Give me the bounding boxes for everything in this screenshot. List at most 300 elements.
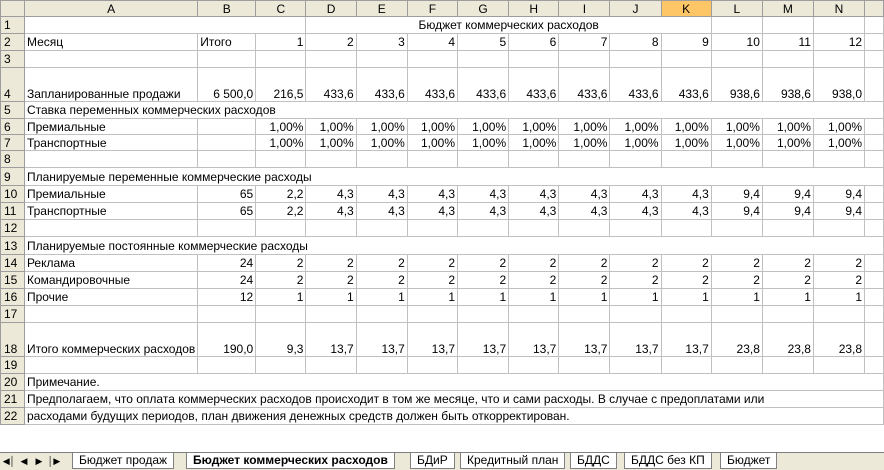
- cell[interactable]: 433,6: [610, 68, 661, 102]
- table-row: [1, 168, 884, 186]
- row-header[interactable]: 20: [1, 374, 25, 391]
- cell[interactable]: [711, 306, 762, 323]
- cell[interactable]: [813, 51, 864, 68]
- cell[interactable]: [762, 151, 813, 168]
- cell[interactable]: 1,00%: [762, 135, 813, 151]
- cell[interactable]: 13,7: [559, 323, 610, 357]
- cell[interactable]: 4,3: [661, 203, 711, 220]
- cell[interactable]: 2: [559, 272, 610, 289]
- cell[interactable]: [865, 357, 884, 374]
- cell[interactable]: [661, 357, 711, 374]
- cell[interactable]: 13,7: [356, 323, 407, 357]
- cell[interactable]: 2: [256, 272, 306, 289]
- cell[interactable]: [509, 220, 559, 237]
- table-row: [1, 391, 884, 408]
- cell[interactable]: 1,00%: [509, 135, 559, 151]
- table-row: [1, 203, 884, 220]
- cell[interactable]: 2: [306, 272, 356, 289]
- cell[interactable]: [711, 17, 762, 34]
- column-header[interactable]: A: [24, 1, 197, 17]
- cell[interactable]: [24, 51, 197, 68]
- cell[interactable]: [559, 357, 610, 374]
- cell[interactable]: [813, 357, 864, 374]
- sheet-tab[interactable]: БДДС без КП: [624, 453, 712, 469]
- cell[interactable]: 1,00%: [458, 119, 509, 135]
- cell[interactable]: 4,3: [306, 203, 356, 220]
- cell[interactable]: [256, 357, 306, 374]
- cell[interactable]: [306, 357, 356, 374]
- sheet-tab[interactable]: Кредитный план: [460, 453, 565, 469]
- cell[interactable]: [458, 151, 509, 168]
- row-header[interactable]: 17: [1, 306, 25, 323]
- cell[interactable]: [865, 151, 884, 168]
- cell[interactable]: 5: [458, 34, 509, 51]
- column-header[interactable]: J: [610, 1, 661, 17]
- column-header[interactable]: M: [762, 1, 813, 17]
- cell[interactable]: [509, 306, 559, 323]
- cell[interactable]: 9,4: [762, 203, 813, 220]
- cell[interactable]: Запланированные продажи: [24, 68, 197, 102]
- cell[interactable]: 2: [711, 272, 762, 289]
- table-row: [1, 306, 884, 323]
- cell[interactable]: 23,8: [762, 323, 813, 357]
- cell[interactable]: [813, 306, 864, 323]
- cell[interactable]: 4,3: [610, 186, 661, 203]
- cell[interactable]: 2: [762, 272, 813, 289]
- row-header[interactable]: 11: [1, 203, 25, 220]
- cell[interactable]: [306, 151, 356, 168]
- table-row: [1, 51, 884, 68]
- cell[interactable]: 938,0: [813, 68, 864, 102]
- cell[interactable]: 1,00%: [407, 135, 457, 151]
- cell[interactable]: [610, 51, 661, 68]
- cell[interactable]: [610, 151, 661, 168]
- cell[interactable]: 433,6: [661, 68, 711, 102]
- row-header[interactable]: 8: [1, 151, 25, 168]
- cell[interactable]: 4,3: [661, 186, 711, 203]
- cell[interactable]: 4,3: [559, 186, 610, 203]
- cell[interactable]: 1: [256, 289, 306, 306]
- cell[interactable]: 433,6: [306, 68, 356, 102]
- cell[interactable]: 10: [711, 34, 762, 51]
- cell[interactable]: 24: [198, 272, 256, 289]
- cell[interactable]: Месяц: [24, 34, 197, 51]
- cell[interactable]: [559, 51, 610, 68]
- row-header[interactable]: 10: [1, 186, 25, 203]
- cell[interactable]: 2: [813, 255, 864, 272]
- cell[interactable]: [865, 119, 884, 135]
- cell[interactable]: 65: [198, 203, 256, 220]
- cell[interactable]: [865, 186, 884, 203]
- sheet-tab[interactable]: БДДС: [570, 453, 617, 469]
- cell[interactable]: 433,6: [509, 68, 559, 102]
- cell[interactable]: 2: [509, 272, 559, 289]
- cell[interactable]: [865, 68, 884, 102]
- cell[interactable]: 9,3: [256, 323, 306, 357]
- cell[interactable]: [610, 357, 661, 374]
- table-row: [1, 102, 884, 119]
- table-row: [1, 135, 884, 151]
- cell[interactable]: [559, 220, 610, 237]
- cell[interactable]: [407, 151, 457, 168]
- sheet-tab[interactable]: Бюджет продаж: [72, 453, 174, 469]
- cell[interactable]: [306, 51, 356, 68]
- cell[interactable]: 4,3: [458, 203, 509, 220]
- cell[interactable]: 24: [198, 255, 256, 272]
- cell[interactable]: [865, 272, 884, 289]
- cell[interactable]: [559, 151, 610, 168]
- cell[interactable]: 13,7: [509, 323, 559, 357]
- next-sheet-icon[interactable]: ▶: [35, 456, 43, 466]
- cell[interactable]: 1: [711, 289, 762, 306]
- cell-text[interactable]: Планируемые переменные коммерческие расходы: [24, 168, 883, 186]
- column-header[interactable]: E: [356, 1, 407, 17]
- cell[interactable]: 2: [509, 255, 559, 272]
- cell[interactable]: 1: [407, 289, 457, 306]
- select-all-corner[interactable]: [1, 1, 25, 17]
- cell[interactable]: 1,00%: [256, 119, 306, 135]
- cell[interactable]: [256, 151, 306, 168]
- cell[interactable]: 1,00%: [559, 135, 610, 151]
- cell[interactable]: 1,00%: [256, 135, 306, 151]
- row-header[interactable]: 19: [1, 357, 25, 374]
- cell[interactable]: 1,00%: [762, 119, 813, 135]
- cell[interactable]: [762, 306, 813, 323]
- column-header[interactable]: B: [198, 1, 256, 17]
- cell[interactable]: 1: [306, 289, 356, 306]
- cell[interactable]: [711, 357, 762, 374]
- cell[interactable]: 6 500,0: [198, 68, 256, 102]
- column-header[interactable]: [865, 1, 884, 17]
- cell[interactable]: 1,00%: [407, 119, 457, 135]
- column-header[interactable]: D: [306, 1, 356, 17]
- sheet-tab-active[interactable]: Бюджет коммерческих расходов: [186, 453, 395, 469]
- cell[interactable]: 13,7: [407, 323, 457, 357]
- cell[interactable]: 2,2: [256, 203, 306, 220]
- cell[interactable]: 2: [306, 255, 356, 272]
- cell[interactable]: [198, 135, 256, 151]
- cell[interactable]: [458, 306, 509, 323]
- cell[interactable]: 1: [509, 289, 559, 306]
- cell[interactable]: 4,3: [559, 203, 610, 220]
- cell[interactable]: [762, 51, 813, 68]
- table-row: [1, 272, 884, 289]
- cell[interactable]: Премиальные: [24, 186, 197, 203]
- cell[interactable]: [865, 135, 884, 151]
- sheet-tab[interactable]: БДиР: [410, 453, 455, 469]
- cell[interactable]: 13,7: [458, 323, 509, 357]
- cell[interactable]: [458, 51, 509, 68]
- cell[interactable]: [356, 51, 407, 68]
- cell[interactable]: 938,6: [762, 68, 813, 102]
- cell[interactable]: 11: [762, 34, 813, 51]
- cell[interactable]: [610, 220, 661, 237]
- column-header[interactable]: K: [661, 1, 711, 17]
- cell[interactable]: [458, 220, 509, 237]
- cell[interactable]: [865, 289, 884, 306]
- cell[interactable]: [24, 306, 197, 323]
- cell[interactable]: [306, 220, 356, 237]
- cell[interactable]: 1: [610, 289, 661, 306]
- cell[interactable]: 1: [661, 289, 711, 306]
- cell[interactable]: 2: [407, 272, 457, 289]
- cell[interactable]: [865, 323, 884, 357]
- cell[interactable]: [198, 151, 256, 168]
- cell[interactable]: 938,6: [711, 68, 762, 102]
- prev-sheet-icon[interactable]: ◀: [20, 456, 28, 466]
- cell[interactable]: 190,0: [198, 323, 256, 357]
- cell[interactable]: [356, 151, 407, 168]
- cell[interactable]: 65: [198, 186, 256, 203]
- cell[interactable]: 9,4: [762, 186, 813, 203]
- cell[interactable]: 4,3: [458, 186, 509, 203]
- cell[interactable]: 1,00%: [813, 119, 864, 135]
- cell[interactable]: [24, 151, 197, 168]
- cell[interactable]: 2: [711, 255, 762, 272]
- cell[interactable]: 2: [256, 255, 306, 272]
- cell[interactable]: 4,3: [407, 203, 457, 220]
- cell[interactable]: 1,00%: [306, 135, 356, 151]
- cell-text[interactable]: Примечание.: [24, 374, 883, 391]
- cell[interactable]: [559, 306, 610, 323]
- row-header[interactable]: 14: [1, 255, 25, 272]
- cell[interactable]: [198, 357, 256, 374]
- row-header[interactable]: 12: [1, 220, 25, 237]
- cell[interactable]: 2: [356, 255, 407, 272]
- cell[interactable]: 1: [256, 34, 306, 51]
- cell[interactable]: [610, 306, 661, 323]
- cell[interactable]: [865, 306, 884, 323]
- column-header[interactable]: L: [711, 1, 762, 17]
- table-row: [1, 323, 884, 357]
- cell[interactable]: Реклама: [24, 255, 197, 272]
- cell[interactable]: Итого: [198, 34, 256, 51]
- last-sheet-icon[interactable]: │▶: [47, 456, 61, 466]
- cell[interactable]: [661, 306, 711, 323]
- cell[interactable]: Транспортные: [24, 135, 197, 151]
- cell-text[interactable]: Предполагаем, что оплата коммерческих расходов происходит в том же месяце, что и сами расходы. В случае с предоплатами или: [24, 391, 883, 408]
- cell[interactable]: [762, 357, 813, 374]
- cell[interactable]: 9,4: [711, 203, 762, 220]
- cell[interactable]: [865, 220, 884, 237]
- cell[interactable]: 1,00%: [711, 135, 762, 151]
- cell-text[interactable]: расходами будущих периодов, план движения денежных средств должен быть откорректирован.: [24, 408, 883, 425]
- cell[interactable]: [24, 17, 306, 34]
- row-header[interactable]: 15: [1, 272, 25, 289]
- row-header[interactable]: 7: [1, 135, 25, 151]
- cell[interactable]: 4,3: [610, 203, 661, 220]
- cell[interactable]: [509, 357, 559, 374]
- cell[interactable]: 4,3: [356, 203, 407, 220]
- sheet-title[interactable]: Бюджет коммерческих расходов: [306, 17, 711, 34]
- cell[interactable]: [813, 220, 864, 237]
- cell[interactable]: 23,8: [711, 323, 762, 357]
- cell[interactable]: 1: [762, 289, 813, 306]
- sheet-tab[interactable]: Бюджет: [720, 453, 777, 469]
- sheet-tab-bar: [0, 452, 884, 470]
- cell[interactable]: [865, 51, 884, 68]
- cell[interactable]: 13,7: [610, 323, 661, 357]
- cell[interactable]: 2: [559, 255, 610, 272]
- cell[interactable]: [865, 203, 884, 220]
- row-header[interactable]: 2: [1, 34, 25, 51]
- column-header[interactable]: F: [407, 1, 457, 17]
- cell[interactable]: 433,6: [458, 68, 509, 102]
- cell[interactable]: [407, 357, 457, 374]
- cell[interactable]: 1: [559, 289, 610, 306]
- cell[interactable]: 2: [610, 272, 661, 289]
- cell[interactable]: [865, 17, 884, 34]
- table-row: [1, 17, 884, 34]
- cell[interactable]: [661, 151, 711, 168]
- cell[interactable]: [813, 151, 864, 168]
- cell[interactable]: [407, 220, 457, 237]
- cell[interactable]: [458, 357, 509, 374]
- cell[interactable]: 1,00%: [356, 119, 407, 135]
- cell[interactable]: 2: [356, 272, 407, 289]
- cell[interactable]: 1,00%: [661, 135, 711, 151]
- column-header[interactable]: G: [458, 1, 509, 17]
- cell[interactable]: [256, 306, 306, 323]
- cell[interactable]: [509, 51, 559, 68]
- column-header[interactable]: N: [813, 1, 864, 17]
- table-row: [1, 151, 884, 168]
- cell[interactable]: [24, 220, 197, 237]
- cell[interactable]: 2,2: [256, 186, 306, 203]
- cell[interactable]: [711, 51, 762, 68]
- cell-text[interactable]: Ставка переменных коммерческих расходов: [24, 102, 883, 119]
- cell[interactable]: [711, 220, 762, 237]
- cell[interactable]: Транспортные: [24, 203, 197, 220]
- column-header[interactable]: I: [559, 1, 610, 17]
- cell[interactable]: 2: [306, 34, 356, 51]
- cell[interactable]: 9,4: [813, 203, 864, 220]
- table-row: [1, 289, 884, 306]
- cell[interactable]: Премиальные: [24, 119, 197, 135]
- cell[interactable]: [661, 220, 711, 237]
- cell[interactable]: [762, 17, 813, 34]
- row-header[interactable]: 4: [1, 68, 25, 102]
- first-sheet-icon[interactable]: ◀│: [2, 456, 16, 466]
- row-header[interactable]: 5: [1, 102, 25, 119]
- cell[interactable]: 4,3: [407, 186, 457, 203]
- cell[interactable]: [198, 220, 256, 237]
- cell-text[interactable]: Планируемые постоянные коммерческие расходы: [24, 237, 883, 255]
- table-row: [1, 68, 884, 102]
- cell[interactable]: [407, 51, 457, 68]
- cell[interactable]: 1,00%: [661, 119, 711, 135]
- row-header[interactable]: 16: [1, 289, 25, 306]
- cell[interactable]: 2: [813, 272, 864, 289]
- cell[interactable]: [762, 220, 813, 237]
- cell[interactable]: Прочие: [24, 289, 197, 306]
- cell[interactable]: 4,3: [509, 186, 559, 203]
- cell[interactable]: 12: [198, 289, 256, 306]
- cell[interactable]: Итого коммерческих расходов: [24, 323, 197, 357]
- cell[interactable]: 1,00%: [306, 119, 356, 135]
- cell[interactable]: 8: [610, 34, 661, 51]
- cell[interactable]: 1,00%: [356, 135, 407, 151]
- row-header[interactable]: 6: [1, 119, 25, 135]
- cell[interactable]: [198, 306, 256, 323]
- row-header[interactable]: 21: [1, 391, 25, 408]
- cell[interactable]: 4,3: [356, 186, 407, 203]
- cell[interactable]: [198, 51, 256, 68]
- cell[interactable]: 1,00%: [559, 119, 610, 135]
- cell[interactable]: [198, 119, 256, 135]
- cell[interactable]: 9,4: [813, 186, 864, 203]
- row-header[interactable]: 13: [1, 237, 25, 255]
- cell[interactable]: [356, 220, 407, 237]
- cell[interactable]: [306, 306, 356, 323]
- cell[interactable]: 1,00%: [610, 135, 661, 151]
- cell[interactable]: 1,00%: [610, 119, 661, 135]
- cell[interactable]: 6: [509, 34, 559, 51]
- cell[interactable]: 9: [661, 34, 711, 51]
- cell[interactable]: 2: [762, 255, 813, 272]
- cell[interactable]: 13,7: [661, 323, 711, 357]
- cell[interactable]: 2: [458, 272, 509, 289]
- cell[interactable]: [661, 51, 711, 68]
- cell[interactable]: 216,5: [256, 68, 306, 102]
- cell[interactable]: 23,8: [813, 323, 864, 357]
- cell[interactable]: [256, 220, 306, 237]
- cell[interactable]: Командировочные: [24, 272, 197, 289]
- column-header[interactable]: C: [256, 1, 306, 17]
- cell[interactable]: 2: [661, 255, 711, 272]
- cell[interactable]: 1,00%: [813, 135, 864, 151]
- cell[interactable]: 433,6: [356, 68, 407, 102]
- cell[interactable]: 2: [407, 255, 457, 272]
- cell[interactable]: [24, 357, 197, 374]
- cell[interactable]: [256, 51, 306, 68]
- cell[interactable]: 4: [407, 34, 457, 51]
- cell[interactable]: 2: [458, 255, 509, 272]
- cell[interactable]: 1,00%: [711, 119, 762, 135]
- cell[interactable]: [356, 306, 407, 323]
- cell[interactable]: 433,6: [559, 68, 610, 102]
- cell[interactable]: 4,3: [509, 203, 559, 220]
- cell[interactable]: 433,6: [407, 68, 457, 102]
- cell[interactable]: 1: [356, 289, 407, 306]
- column-header[interactable]: H: [509, 1, 559, 17]
- cell[interactable]: 3: [356, 34, 407, 51]
- row-header[interactable]: 9: [1, 168, 25, 186]
- cell[interactable]: 2: [661, 272, 711, 289]
- cell[interactable]: [865, 34, 884, 51]
- row-header[interactable]: 18: [1, 323, 25, 357]
- cell[interactable]: 1: [813, 289, 864, 306]
- cell[interactable]: 1: [458, 289, 509, 306]
- cell[interactable]: 13,7: [306, 323, 356, 357]
- cell[interactable]: 1,00%: [509, 119, 559, 135]
- cell[interactable]: [813, 17, 864, 34]
- cell[interactable]: 12: [813, 34, 864, 51]
- cell[interactable]: [865, 255, 884, 272]
- cell[interactable]: 1,00%: [458, 135, 509, 151]
- row-header[interactable]: 3: [1, 51, 25, 68]
- cell[interactable]: [407, 306, 457, 323]
- cell[interactable]: 9,4: [711, 186, 762, 203]
- cell[interactable]: [711, 151, 762, 168]
- cell[interactable]: 2: [610, 255, 661, 272]
- row-header[interactable]: 22: [1, 408, 25, 425]
- cell[interactable]: [356, 357, 407, 374]
- row-header[interactable]: 1: [1, 17, 25, 34]
- cell[interactable]: 4,3: [306, 186, 356, 203]
- cell[interactable]: 7: [559, 34, 610, 51]
- cell[interactable]: [509, 151, 559, 168]
